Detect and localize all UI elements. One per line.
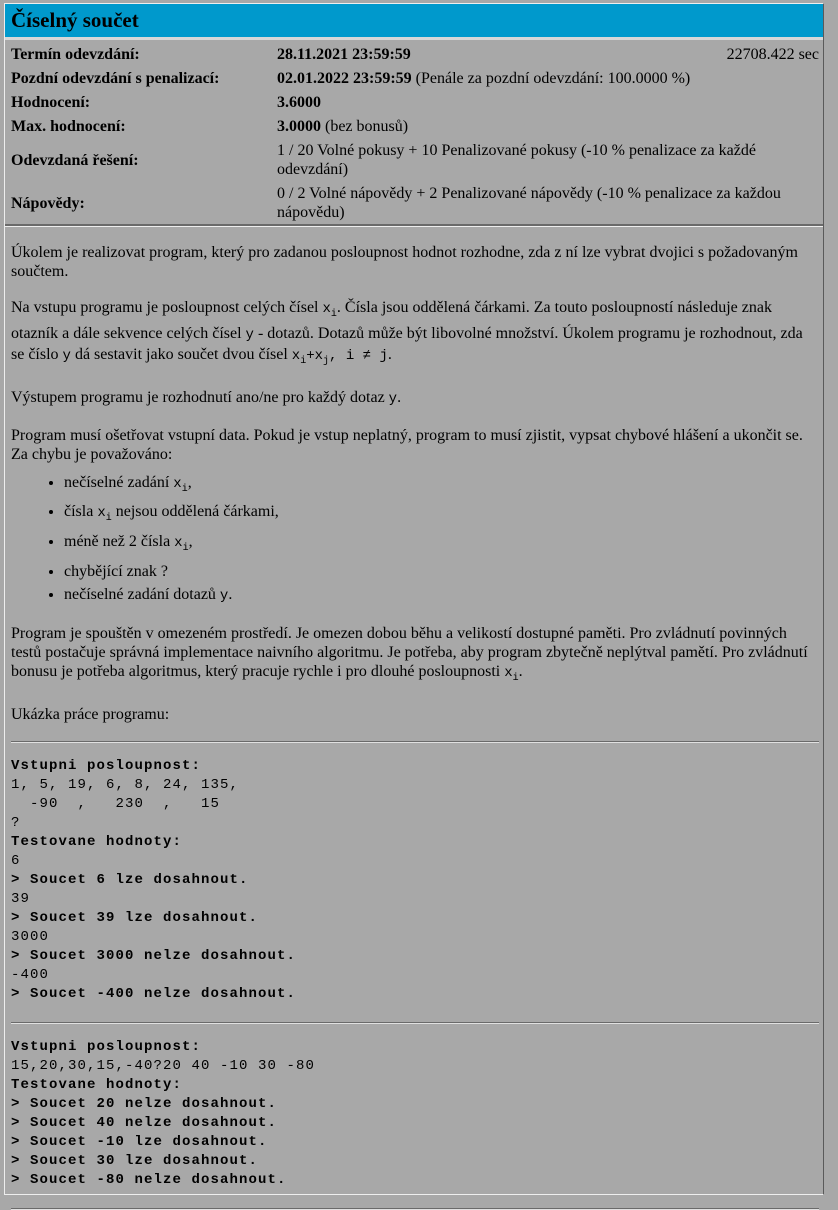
var-y: y (219, 587, 229, 604)
task-info-panel (5, 40, 823, 226)
rating-row (9, 90, 821, 114)
sample-output-line: > Soucet 3000 nelze dosahnout. (11, 947, 297, 964)
input-paragraph (11, 298, 819, 371)
sym-x: x (322, 301, 331, 317)
text-span: . (518, 662, 523, 680)
task-description (5, 226, 823, 1210)
hints-row (9, 182, 821, 224)
sample-output-line: Vstupni posloupnost: (11, 757, 202, 774)
sym-plus: + (306, 347, 315, 364)
list-item (64, 560, 819, 583)
text-span: - dotazů. Dotazů může být libovolné množství. Úkolem programu je rozhodnout, zda se číslo (11, 324, 803, 363)
submissions-label: Odevzdaná řešení: (11, 151, 139, 169)
title-bar (5, 4, 823, 40)
samples (11, 741, 819, 1210)
sample-output-line: > Soucet 39 lze dosahnout. (11, 909, 259, 926)
validation-paragraph: Program musí ošetřovat vstupní data. Pokud je vstup neplatný, program to musí zjistit, vypsat chybové hlášení a ukončit se. Za chybu je považováno: (11, 426, 803, 463)
text-span: . (387, 345, 392, 363)
hints-label: Nápovědy: (11, 194, 85, 212)
var-y: y (388, 390, 398, 407)
rating-label: Hodnocení: (11, 93, 91, 111)
deadline-row (9, 42, 821, 66)
sample-output-line: Testovane hodnoty: (11, 1076, 183, 1093)
var-x (322, 301, 337, 320)
sample-input-line: -400 (11, 966, 50, 983)
sym-i: i (182, 542, 189, 554)
max-rating-note: (bez bonusů) (325, 117, 409, 135)
task-page (4, 3, 824, 1195)
sym-x: x (174, 535, 183, 552)
sample-separator (11, 1022, 819, 1024)
submissions-row (9, 138, 821, 182)
text-span: . (397, 388, 402, 406)
sample-output-line: Testovane hodnoty: (11, 833, 183, 850)
sym-x: x (173, 475, 182, 492)
sample-input-line: 3000 (11, 928, 50, 945)
sample-output-line: > Soucet 20 nelze dosahnout. (11, 1095, 278, 1112)
text-span: Výstupem programu je rozhodnutí ano/ne pro každý dotaz (11, 388, 389, 406)
sample-input-line: 6 (11, 852, 21, 869)
sample-output-line: > Soucet -10 lze dosahnout. (11, 1133, 268, 1150)
text-span: , (188, 533, 193, 551)
text-span: méně než 2 čísla (64, 533, 175, 551)
sample-output-1 (11, 757, 819, 1004)
sym-x: x (314, 347, 324, 364)
sum-expression (291, 347, 388, 367)
list-item (64, 471, 819, 501)
rating-value: 3.6000 (277, 93, 321, 111)
late-note: (Penále za pozdní odevzdání: 100.0000 %) (415, 69, 691, 87)
max-rating-value: 3.0000 (277, 117, 321, 135)
text-span: . Čísla jsou oddělená čárkami. Za touto posloupností následuje znak otazník a dále sekvence celých čísel (11, 299, 772, 342)
text-span: nečíselné zadání (64, 473, 174, 491)
error-list (11, 471, 819, 608)
sample-output-line: > Soucet 6 lze dosahnout. (11, 871, 249, 888)
var-x (173, 475, 188, 495)
text-span: Na vstupu programu je posloupnost celých čísel (11, 299, 323, 316)
max-rating-label: Max. hodnocení: (11, 117, 126, 135)
sample-input-line: 15,20,30,15,-40?20 40 -10 30 -80 (11, 1057, 316, 1074)
sym-i: i (300, 355, 307, 367)
var-y: y (245, 326, 254, 343)
sample-output-line: > Soucet 40 nelze dosahnout. (11, 1114, 278, 1131)
sample-separator (11, 741, 819, 743)
var-y: y (62, 347, 71, 364)
sym-j: j (323, 355, 330, 367)
intro-paragraph: Úkolem je realizovat program, který pro zadanou posloupnost hodnot rozhodne, zda z ní lze vybrat dvojici s požadovaným součtem. (11, 244, 798, 280)
text-span: Program je spouštěn v omezeném prostředí. Je omezen dobou běhu a velikostí dostupné paměti. Pro zvládnutí povinných testů postačuje správná implementace naivního algoritmu. Je potřeba, aby program zbytečně neplýtval pamětí. Pro zvládnutí bonusu je potřeba algoritmus, který pracuje rychle i pro dlouhé posloupnosti (11, 624, 808, 680)
deadline-label: Termín odevzdání: (11, 45, 140, 63)
list-item (64, 530, 819, 560)
text-span: , (187, 473, 192, 491)
late-value: 02.01.2022 23:59:59 (277, 69, 412, 87)
deadline-value: 28.11.2021 23:59:59 (277, 45, 411, 63)
task-info-table (9, 42, 821, 224)
text-span: nečíselné zadání dotazů (64, 585, 220, 603)
max-rating-row (9, 114, 821, 138)
sym-i: i (512, 672, 519, 684)
text-span: čísla (64, 503, 98, 521)
sample-input-line: 39 (11, 890, 31, 907)
sym-x: x (291, 347, 301, 364)
sample-heading: Ukázka práce programu: (11, 705, 170, 723)
sample-input-line: -90 , 230 , 15 (11, 795, 221, 812)
sym-x: x (97, 505, 106, 522)
late-row (9, 66, 821, 90)
submissions-value: 1 / 20 Volné pokusy + 10 Penalizované pokusy (-10 % penalizace za každé odevzdání) (277, 142, 756, 178)
text-span: nejsou oddělená čárkami, (111, 503, 279, 521)
var-x (174, 535, 189, 554)
late-label: Pozdní odevzdání s penalizací: (11, 69, 220, 87)
text-span: . (228, 585, 233, 603)
var-x (97, 505, 112, 525)
sym-i: i (330, 308, 337, 320)
sample-separator (11, 1208, 819, 1210)
sym-i: i (181, 483, 188, 495)
sym-neq: , i ≠ j (329, 347, 388, 364)
var-x (504, 664, 519, 684)
sample-output-2 (11, 1038, 819, 1190)
limits-paragraph (11, 624, 819, 688)
sample-input-line: ? (11, 814, 21, 831)
sym-i: i (105, 513, 112, 525)
sample-output-line: > Soucet 30 lze dosahnout. (11, 1152, 259, 1169)
output-paragraph (11, 388, 819, 409)
sample-output-line: Vstupni posloupnost: (11, 1038, 202, 1055)
hints-value: 0 / 2 Volné nápovědy + 2 Penalizované nápovědy (-10 % penalizace za každou nápovědu) (277, 185, 781, 221)
list-item (64, 500, 819, 530)
sample-input-line: 1, 5, 19, 6, 8, 24, 135, (11, 776, 240, 793)
text-span: dá sestavit jako součet dvou čísel (70, 345, 292, 363)
page-title: Číselný součet (11, 8, 139, 32)
deadline-remaining: 22708.422 sec (726, 45, 819, 63)
sym-x: x (504, 664, 513, 681)
list-item (64, 583, 819, 608)
sample-output-line: > Soucet -400 nelze dosahnout. (11, 985, 297, 1002)
sample-output-line: > Soucet -80 nelze dosahnout. (11, 1171, 287, 1188)
text-span: chybějící znak ? (64, 562, 168, 580)
